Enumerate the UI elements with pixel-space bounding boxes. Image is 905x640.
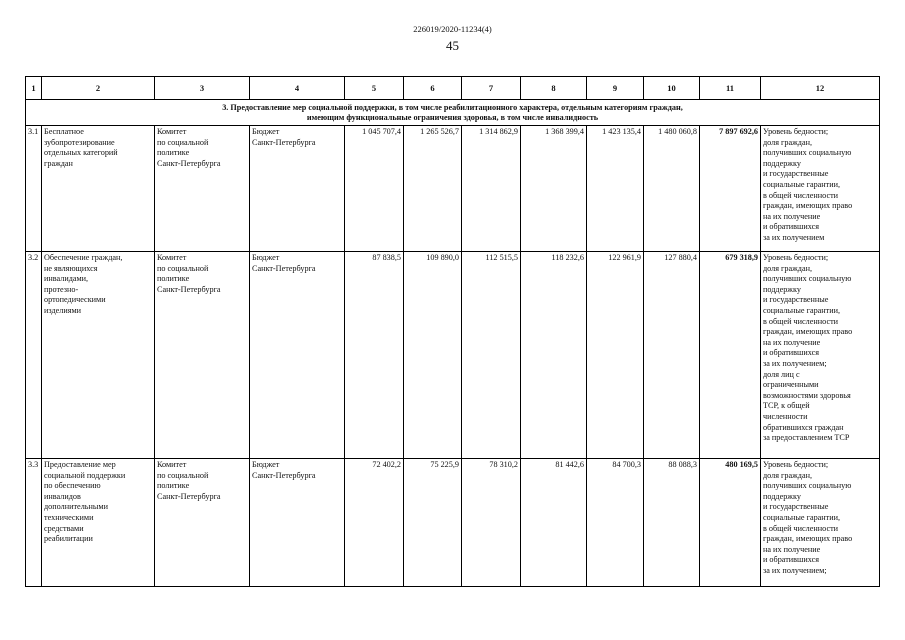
value-cell: 118 232,6: [521, 252, 587, 459]
funding-source: Бюджет Санкт-Петербурга: [250, 252, 345, 459]
value-cell: 78 310,2: [462, 459, 521, 587]
column-number-row: [26, 77, 880, 100]
value-cell: 1 314 862,9: [462, 126, 521, 252]
value-cell: 1 480 060,8: [644, 126, 700, 252]
column-number: 4: [250, 77, 345, 100]
indicator-cell: Уровень бедности; доля граждан, получивших социальную поддержку и государственные социальные гарантии, в общей численности граждан, имеющих право на их получение и обратившихся за их получением;: [761, 459, 880, 587]
column-number: 3: [155, 77, 250, 100]
column-number: 7: [462, 77, 521, 100]
value-cell: 1 368 399,4: [521, 126, 587, 252]
column-number: 12: [761, 77, 880, 100]
row-number: 3.1: [26, 126, 42, 252]
measure-name: Бесплатное зубопротезирование отдельных категорий граждан: [42, 126, 155, 252]
funding-source: Бюджет Санкт-Петербурга: [250, 126, 345, 252]
executor: Комитет по социальной политике Санкт-Петербурга: [155, 252, 250, 459]
document-id: 226019/2020-11234(4): [413, 24, 492, 34]
total-cell: 480 169,5: [700, 459, 761, 587]
column-number: 2: [42, 77, 155, 100]
value-cell: 84 700,3: [587, 459, 644, 587]
indicator-cell: Уровень бедности; доля граждан, получивших социальную поддержку и государственные социальные гарантии, в общей численности граждан, имеющих право на их получение и обратившихся за их получением: [761, 126, 880, 252]
total-cell: 7 897 692,6: [700, 126, 761, 252]
value-cell: 88 088,3: [644, 459, 700, 587]
column-number: 1: [26, 77, 42, 100]
column-number: 9: [587, 77, 644, 100]
row-number: 3.2: [26, 252, 42, 459]
page-number: 45: [446, 38, 459, 53]
measure-name: Обеспечение граждан, не являющихся инвалидами, протезно- ортопедическими изделиями: [42, 252, 155, 459]
value-cell: 1 045 707,4: [345, 126, 404, 252]
column-number: 6: [404, 77, 462, 100]
section-row: [26, 100, 880, 126]
value-cell: 122 961,9: [587, 252, 644, 459]
value-cell: 109 890,0: [404, 252, 462, 459]
column-number: 5: [345, 77, 404, 100]
executor: Комитет по социальной политике Санкт-Петербурга: [155, 126, 250, 252]
value-cell: 72 402,2: [345, 459, 404, 587]
column-number: 11: [700, 77, 761, 100]
total-cell: 679 318,9: [700, 252, 761, 459]
table-row: [26, 459, 880, 587]
value-cell: 87 838,5: [345, 252, 404, 459]
table-row: [26, 252, 880, 459]
value-cell: 127 880,4: [644, 252, 700, 459]
column-number: 8: [521, 77, 587, 100]
funding-source: Бюджет Санкт-Петербурга: [250, 459, 345, 587]
measure-name: Предоставление мер социальной поддержки по обеспечению инвалидов дополнительными техническими средствами реабилитации: [42, 459, 155, 587]
value-cell: 112 515,5: [462, 252, 521, 459]
row-number: 3.3: [26, 459, 42, 587]
column-number: 10: [644, 77, 700, 100]
executor: Комитет по социальной политике Санкт-Петербурга: [155, 459, 250, 587]
indicator-cell: Уровень бедности; доля граждан, получивших социальную поддержку и государственные социальные гарантии, в общей численности граждан, имеющих право на их получение и обратившихся за их получением; доля лиц с ограниченными возможностями здоровья ТСР, к общей численности обратившихся граждан за предоставлением ТСР: [761, 252, 880, 459]
section-title: 3. Предоставление мер социальной поддержки, в том числе реабилитационного характера, отдельным категориям граждан, имеющим функциональные ограничения здоровья, в том числе инвалидность: [26, 100, 880, 126]
table-row: [26, 126, 880, 252]
value-cell: 75 225,9: [404, 459, 462, 587]
program-table: [25, 76, 880, 587]
value-cell: 1 265 526,7: [404, 126, 462, 252]
value-cell: 1 423 135,4: [587, 126, 644, 252]
value-cell: 81 442,6: [521, 459, 587, 587]
